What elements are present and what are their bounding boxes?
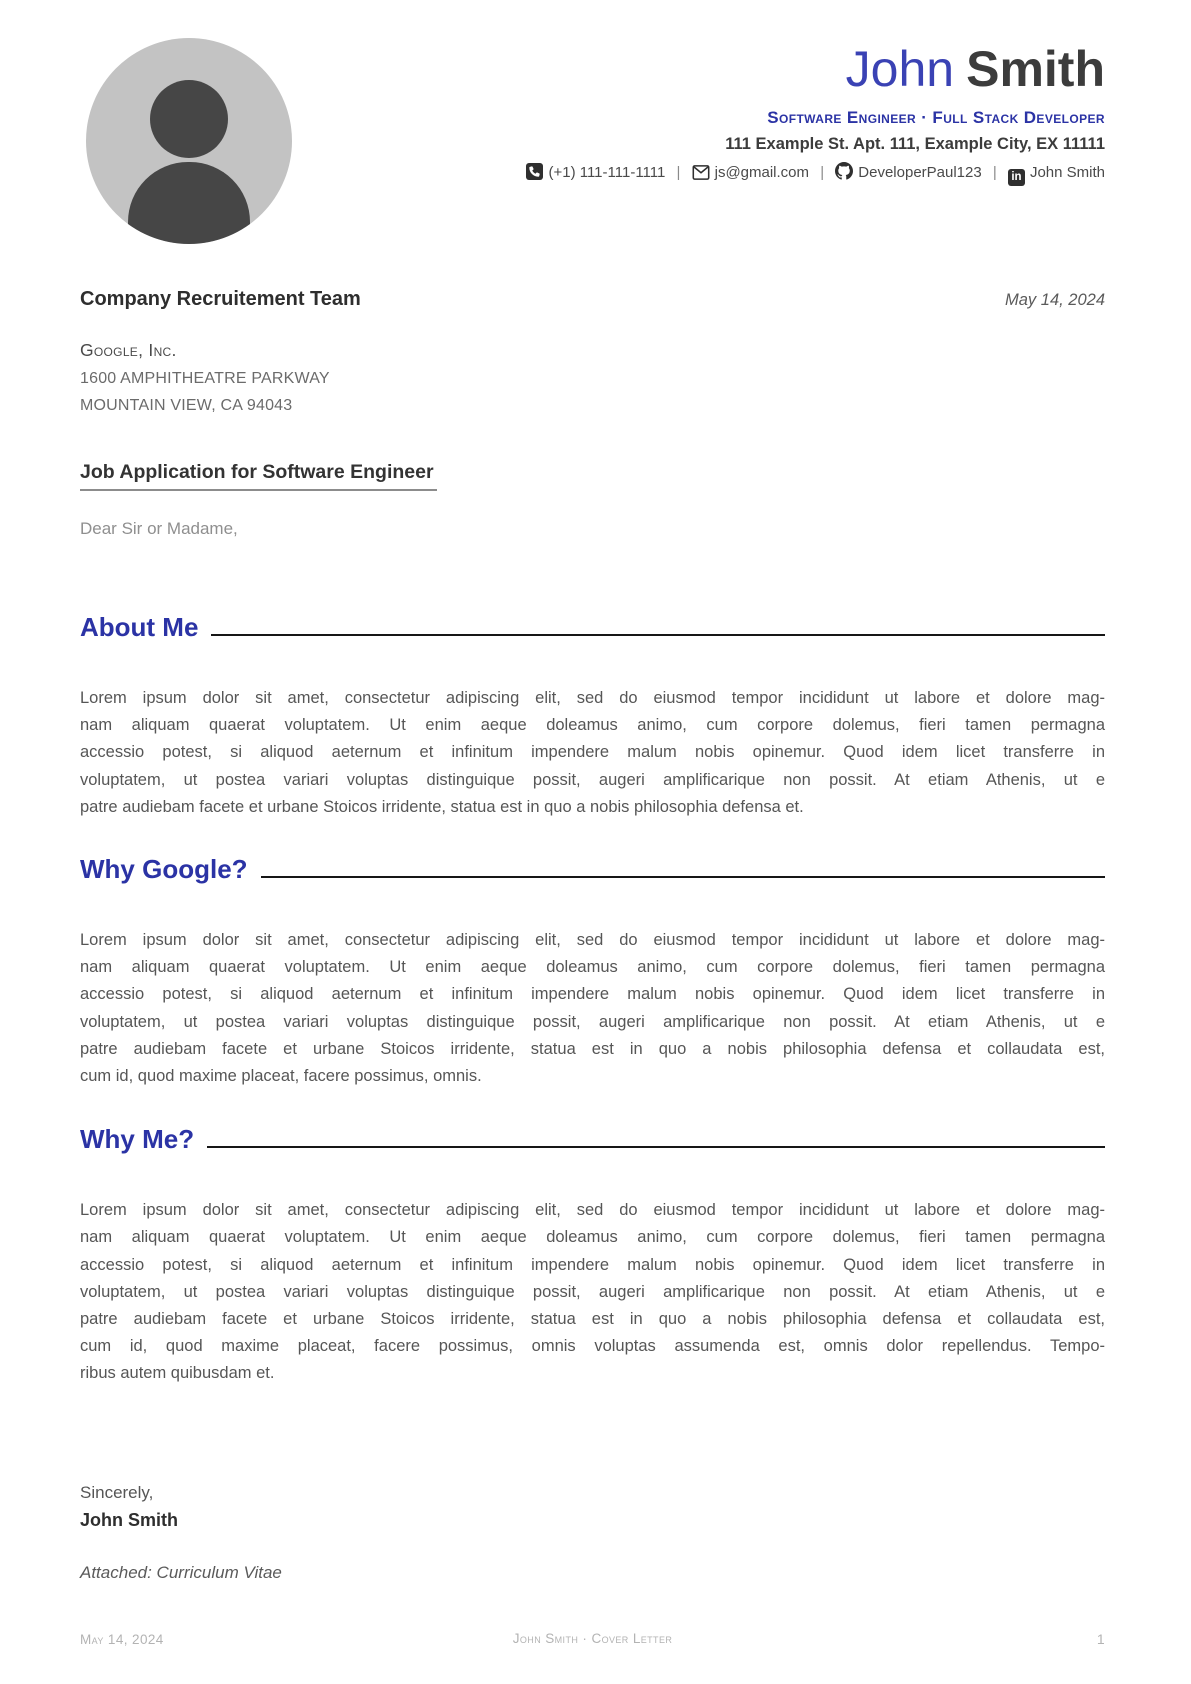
- section-rule: [207, 1146, 1105, 1149]
- avatar: [86, 38, 292, 244]
- recipient-row: [80, 288, 1105, 311]
- paragraph-line: nam aliquam quaerat voluptatem. Ut enim aeque doleamus animo, cum corpore dolemus, fieri tamen permagna: [80, 958, 1105, 977]
- letter-date: May 14, 2024: [1005, 291, 1105, 309]
- section-title: Why Me?: [80, 1124, 195, 1155]
- section-title: About Me: [80, 612, 199, 642]
- paragraph-line: accessio potest, si aliquod aeternum et infinitum impendere malum nobis opinemur. Quod idem licet transferre in: [80, 743, 1105, 762]
- last-name: Smith: [966, 41, 1105, 97]
- signature-name: John Smith: [80, 1509, 178, 1530]
- letter-section: [80, 612, 1105, 821]
- github-username: DeveloperPaul123: [858, 164, 982, 181]
- paragraph-line: ribus autem quibusdam et.: [80, 1364, 275, 1383]
- paragraph-line: nam aliquam quaerat voluptatem. Ut enim aeque doleamus animo, cum corpore dolemus, fieri tamen permagna: [80, 716, 1105, 735]
- github-link[interactable]: [835, 164, 981, 181]
- email-address: js@gmail.com: [714, 164, 810, 181]
- paragraph-line: Lorem ipsum dolor sit amet, consectetur adipiscing elit, sed do eiusmod tempor incididunt ut labore et dolore mag-: [80, 1201, 1105, 1220]
- section-rule: [211, 634, 1105, 637]
- letter-section: [80, 1124, 1105, 1387]
- paragraph-line: Lorem ipsum dolor sit amet, consectetur adipiscing elit, sed do eiusmod tempor incididunt ut labore et dolore mag-: [80, 931, 1105, 950]
- paragraph-line: voluptatem, ut postea variari voluptas distinguique possit, augeri amplificarique non possit. At etiam Athenis, ut e: [80, 1012, 1105, 1031]
- avatar-body-shape: [128, 162, 250, 244]
- paragraph-line: cum id, quod maxime placeat, facere possimus, omnis voluptas assumenda est, omnis dolor repellendus. Tempo-: [80, 1337, 1105, 1356]
- github-icon: [835, 162, 853, 180]
- paragraph-line: accessio potest, si aliquod aeternum et infinitum impendere malum nobis opinemur. Quod idem licet transferre in: [80, 1255, 1105, 1274]
- section-header: [80, 612, 1105, 642]
- letter-body: [0, 288, 1191, 1583]
- section-title: Why Google?: [80, 854, 248, 885]
- paragraph-line: patre audiebam facete et urbane Stoicos irridente, statua est in quo a nobis philosophia defensa et.: [80, 797, 804, 816]
- first-name: John: [845, 41, 955, 97]
- phone-icon: [526, 163, 543, 180]
- closing: Sincerely,: [80, 1482, 154, 1502]
- section-paragraph: [80, 685, 1105, 821]
- footer-title: John Smith · Cover Letter: [512, 1631, 673, 1646]
- linkedin-link[interactable]: [1008, 164, 1105, 181]
- linkedin-name: John Smith: [1029, 164, 1105, 181]
- linkedin-icon: in: [1008, 169, 1025, 186]
- recipient-address-line: 1600 AMPHITHEATRE PARKWAY: [80, 370, 330, 387]
- contact-separator: |: [992, 164, 997, 181]
- letter-section: [80, 854, 1105, 1090]
- header-address: 111 Example St. Apt. 111, Example City, EX 11111: [725, 135, 1105, 153]
- letter-sections: [80, 612, 1105, 1388]
- header: [526, 42, 1105, 186]
- attachment-note: Attached: Curriculum Vitae: [80, 1562, 282, 1582]
- greeting: Dear Sir or Madame,: [80, 519, 238, 538]
- paragraph-line: patre audiebam facete et urbane Stoicos irridente, statua est in quo a nobis philosophia defensa et collaudata est,: [80, 1039, 1105, 1058]
- recipient-address-line: MOUNTAIN VIEW, CA 94043: [80, 397, 293, 414]
- paragraph-line: Lorem ipsum dolor sit amet, consectetur adipiscing elit, sed do eiusmod tempor incididunt ut labore et dolore mag-: [80, 689, 1105, 707]
- contact-row: [526, 162, 1105, 186]
- footer-date: May 14, 2024: [80, 1632, 164, 1647]
- subject-wrap: [80, 415, 1105, 491]
- contact-separator: |: [820, 164, 825, 181]
- page-title: [526, 42, 1105, 96]
- avatar-head-shape: [150, 80, 228, 158]
- paragraph-line: cum id, quod maxime placeat, facere possimus, omnis.: [80, 1067, 482, 1086]
- paragraph-line: accessio potest, si aliquod aeternum et infinitum impendere malum nobis opinemur. Quod idem licet transferre in: [80, 985, 1105, 1004]
- section-paragraph: [80, 927, 1105, 1090]
- paragraph-line: voluptatem, ut postea variari voluptas distinguique possit, augeri amplificarique non possit. At etiam Athenis, ut e: [80, 770, 1105, 789]
- section-header: [80, 1124, 1105, 1154]
- position-title: Software Engineer · Full Stack Developer: [767, 108, 1105, 127]
- recipient-company: Google, Inc.: [80, 340, 177, 360]
- section-header: [80, 854, 1105, 884]
- phone-number: (+1) 111-111-1111: [548, 164, 666, 181]
- page-number: 1: [1096, 1631, 1105, 1647]
- page-footer: [80, 1631, 1105, 1647]
- section-rule: [261, 876, 1105, 879]
- envelope-icon: [692, 165, 710, 180]
- letter-subject: Job Application for Software Engineer: [80, 461, 437, 491]
- contact-separator: |: [676, 164, 681, 181]
- phone-link[interactable]: [526, 164, 665, 181]
- paragraph-line: voluptatem, ut postea variari voluptas distinguique possit, augeri amplificarique non possit. At etiam Athenis, ut e: [80, 1282, 1105, 1301]
- recipient-name: Company Recruitement Team: [80, 288, 361, 310]
- email-link[interactable]: [692, 164, 809, 181]
- paragraph-line: patre audiebam facete et urbane Stoicos irridente, statua est in quo a nobis philosophia defensa et collaudata est,: [80, 1310, 1105, 1329]
- section-paragraph: [80, 1197, 1105, 1387]
- paragraph-line: nam aliquam quaerat voluptatem. Ut enim aeque doleamus animo, cum corpore dolemus, fieri tamen permagna: [80, 1228, 1105, 1247]
